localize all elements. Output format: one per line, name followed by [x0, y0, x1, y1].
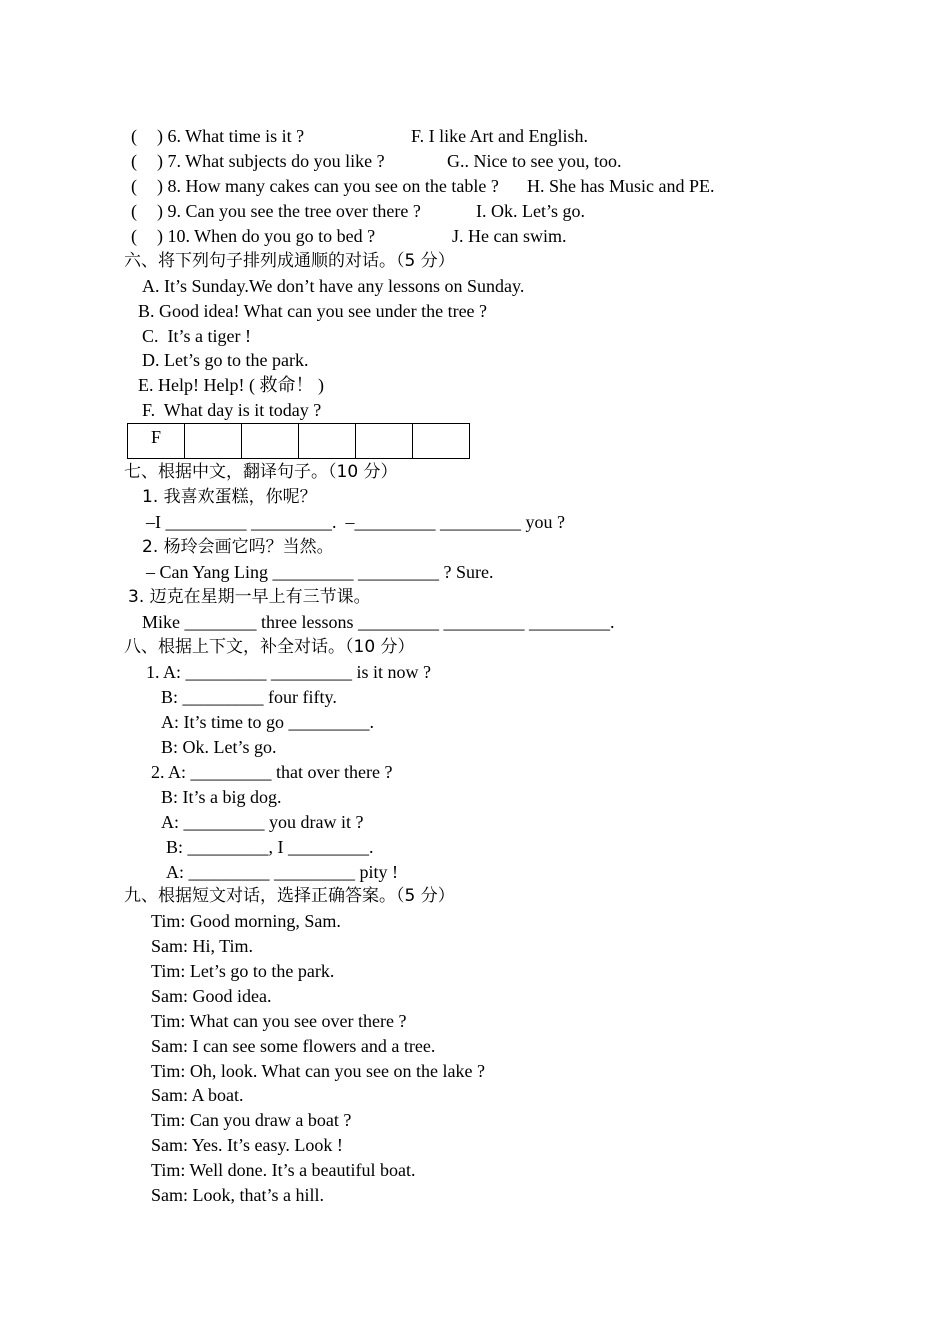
question-text: ) 7. What subjects do you like ? — [157, 151, 385, 171]
passage-line: Tim: Let’s go to the park. — [151, 961, 335, 981]
dialogue-blank-line[interactable]: B: _________, I _________. — [166, 837, 374, 857]
passage-line: Tim: What can you see over there ? — [151, 1011, 407, 1031]
passage-line: Sam: I can see some flowers and a tree. — [151, 1036, 436, 1056]
section-heading: 八、根据上下文，补全对话。（10 分） — [124, 637, 415, 657]
passage-line: Tim: Oh, look. What can you see on the lake ? — [151, 1061, 485, 1081]
question-text: ) 9. Can you see the tree over there ? — [157, 201, 421, 221]
answer-option: J. He can swim. — [452, 226, 567, 246]
passage-line: Tim: Good morning, Sam. — [151, 911, 341, 931]
question-text: ) 8. How many cakes can you see on the table ? — [157, 176, 499, 196]
section-heading: 九、根据短文对话，选择正确答案。（5 分） — [124, 886, 455, 906]
dialogue-blank-line[interactable]: A: It’s time to go _________. — [161, 712, 374, 732]
dialogue-blank-line[interactable]: 2. A: _________ that over there ? — [151, 762, 393, 782]
translation-answer[interactable]: – Can Yang Ling _________ _________ ? Sure. — [146, 562, 494, 582]
order-cell[interactable] — [185, 424, 242, 459]
dialogue-blank-line[interactable]: 1. A: _________ _________ is it now ? — [146, 662, 432, 682]
order-cell[interactable] — [356, 424, 413, 459]
passage-line: Tim: Well done. It’s a beautiful boat. — [151, 1160, 416, 1180]
answer-paren[interactable]: ( — [131, 126, 137, 146]
answer-option: G.. Nice to see you, too. — [447, 151, 622, 171]
section-heading: 七、根据中文，翻译句子。（10 分） — [124, 462, 398, 482]
dialogue-blank-line[interactable]: A: _________ _________ pity ! — [166, 862, 398, 882]
sentence-item: C. It’s a tiger ! — [142, 326, 251, 346]
passage-line: Sam: Good idea. — [151, 986, 272, 1006]
dialogue-line: B: It’s a big dog. — [161, 787, 282, 807]
sentence-item: A. It’s Sunday.We don’t have any lessons on Sunday. — [142, 276, 525, 296]
answer-paren[interactable]: ( — [131, 151, 137, 171]
sentence-item: E. Help! Help! ( 救命！ ) — [138, 375, 324, 395]
translation-answer[interactable]: Mike ________ three lessons _________ _________ _________. — [142, 612, 615, 632]
passage-line: Sam: Look, that’s a hill. — [151, 1185, 324, 1205]
passage-line: Tim: Can you draw a boat ? — [151, 1110, 352, 1130]
answer-option: F. I like Art and English. — [411, 126, 589, 146]
order-cell[interactable]: F — [128, 424, 185, 459]
dialogue-blank-line[interactable]: A: _________ you draw it ? — [161, 812, 364, 832]
translation-answer[interactable]: –I _________ _________. –_________ _________ you ? — [146, 512, 565, 532]
question-text: ) 6. What time is it ? — [157, 126, 305, 146]
answer-paren[interactable]: ( — [131, 176, 137, 196]
passage-line: Sam: Hi, Tim. — [151, 936, 254, 956]
passage-line: Sam: A boat. — [151, 1085, 244, 1105]
translation-prompt: 3. 迈克在星期一早上有三节课。 — [128, 587, 371, 607]
dialogue-blank-line[interactable]: B: _________ four fifty. — [161, 687, 337, 707]
answer-paren[interactable]: ( — [131, 201, 137, 221]
answer-order-table — [127, 423, 470, 459]
sentence-item: F. What day is it today ? — [142, 400, 322, 420]
answer-option: I. Ok. Let’s go. — [476, 201, 585, 221]
answer-paren[interactable]: ( — [131, 226, 137, 246]
passage-line: Sam: Yes. It’s easy. Look ! — [151, 1135, 343, 1155]
question-text: ) 10. When do you go to bed ? — [157, 226, 376, 246]
sentence-item: B. Good idea! What can you see under the tree ? — [138, 301, 488, 321]
order-cell[interactable] — [299, 424, 356, 459]
dialogue-line: B: Ok. Let’s go. — [161, 737, 277, 757]
section-heading: 六、将下列句子排列成通顺的对话。（5 分） — [124, 251, 455, 271]
translation-prompt: 2. 杨玲会画它吗？当然。 — [142, 537, 334, 557]
answer-option: H. She has Music and PE. — [527, 176, 715, 196]
translation-prompt: 1. 我喜欢蛋糕，你呢？ — [142, 487, 317, 507]
order-cell[interactable] — [242, 424, 299, 459]
order-cell[interactable] — [413, 424, 470, 459]
sentence-item: D. Let’s go to the park. — [142, 350, 309, 370]
